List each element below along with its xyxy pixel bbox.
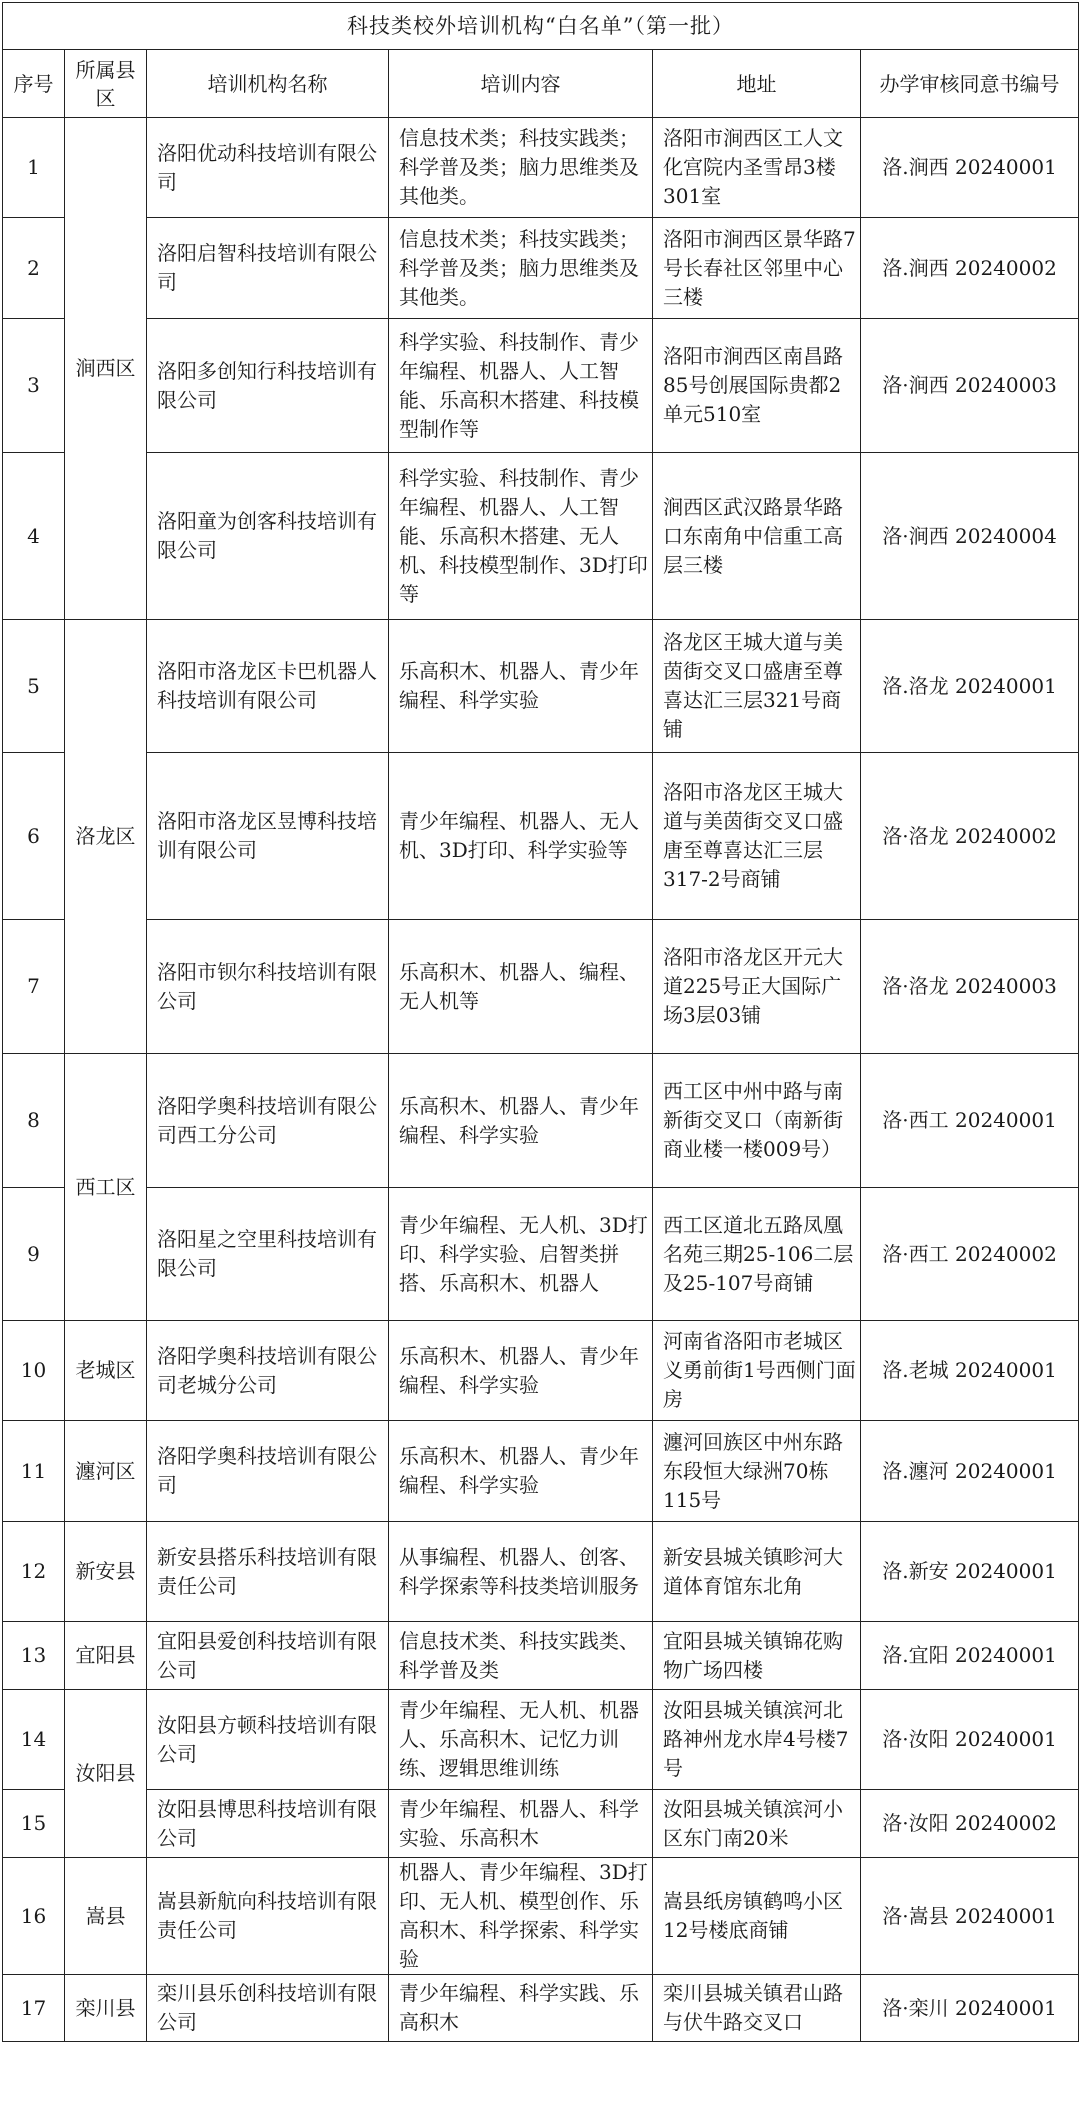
training-content: 青少年编程、无人机、机器人、乐高积木、记忆力训练、逻辑思维训练 [389,1690,653,1790]
row-seq: 9 [3,1188,65,1321]
row-seq: 14 [3,1690,65,1790]
approval-number: 洛.新安 20240001 [861,1522,1079,1622]
row-seq: 3 [3,319,65,453]
approval-number: 洛·汝阳 20240002 [861,1790,1079,1858]
training-content: 乐高积木、机器人、编程、无人机等 [389,920,653,1054]
approval-number: 洛.瀍河 20240001 [861,1421,1079,1522]
approval-number: 洛·嵩县 20240001 [861,1858,1079,1975]
org-name: 洛阳学奥科技培训有限公司西工分公司 [147,1054,389,1188]
table-row [3,1858,1079,1975]
row-seq: 6 [3,753,65,920]
approval-number: 洛·栾川 20240001 [861,1975,1079,2042]
org-name: 洛阳学奥科技培训有限公司 [147,1421,389,1522]
org-name: 洛阳市洛龙区卡巴机器人科技培训有限公司 [147,620,389,753]
table-row [3,1790,1079,1858]
header-seq: 序号 [3,50,65,118]
org-name: 洛阳学奥科技培训有限公司老城分公司 [147,1321,389,1421]
approval-number: 洛·洛龙 20240002 [861,753,1079,920]
row-seq: 10 [3,1321,65,1421]
address: 西工区中州中路与南新街交叉口（南新街商业楼一楼009号） [653,1054,861,1188]
org-name: 洛阳星之空里科技培训有限公司 [147,1188,389,1321]
training-content: 乐高积木、机器人、青少年编程、科学实验 [389,1421,653,1522]
approval-number: 洛·洛龙 20240003 [861,920,1079,1054]
table-row [3,1690,1079,1790]
org-name: 汝阳县博思科技培训有限公司 [147,1790,389,1858]
approval-number: 洛.洛龙 20240001 [861,620,1079,753]
address: 河南省洛阳市老城区义勇前街1号西侧门面房 [653,1321,861,1421]
table-row [3,1321,1079,1421]
org-name: 洛阳童为创客科技培训有限公司 [147,453,389,620]
address: 西工区道北五路凤凰名苑三期25-106二层及25-107号商铺 [653,1188,861,1321]
address: 洛阳市涧西区景华路7号长春社区邻里中心三楼 [653,218,861,319]
address: 新安县城关镇畛河大道体育馆东北角 [653,1522,861,1622]
address: 洛阳市涧西区工人文化宫院内圣雪昂3楼301室 [653,118,861,218]
org-name: 新安县搭乐科技培训有限责任公司 [147,1522,389,1622]
training-content: 信息技术类、科技实践类、科学普及类 [389,1622,653,1690]
org-name: 洛阳市洛龙区昱博科技培训有限公司 [147,753,389,920]
training-content: 青少年编程、无人机、3D打印、科学实验、启智类拼搭、乐高积木、机器人 [389,1188,653,1321]
header-approval: 办学审核同意书编号 [861,50,1079,118]
approval-number: 洛·涧西 20240003 [861,319,1079,453]
org-name: 洛阳启智科技培训有限公司 [147,218,389,319]
table-row [3,1188,1079,1321]
row-seq: 11 [3,1421,65,1522]
training-content: 乐高积木、机器人、青少年编程、科学实验 [389,1321,653,1421]
district-cell: 老城区 [65,1321,147,1421]
table-row [3,1975,1079,2042]
row-seq: 17 [3,1975,65,2042]
training-content: 从事编程、机器人、创客、科学探索等科技类培训服务 [389,1522,653,1622]
address: 洛阳市洛龙区开元大道225号正大国际广场3层03铺 [653,920,861,1054]
org-name: 嵩县新航向科技培训有限责任公司 [147,1858,389,1975]
address: 洛阳市涧西区南昌路85号创展国际贵都2单元510室 [653,319,861,453]
district-cell: 涧西区 [65,118,147,620]
header-name: 培训机构名称 [147,50,389,118]
training-content: 乐高积木、机器人、青少年编程、科学实验 [389,620,653,753]
training-content: 机器人、青少年编程、3D打印、无人机、模型创作、乐高积木、科学探索、科学实验 [389,1858,653,1975]
row-seq: 8 [3,1054,65,1188]
approval-number: 洛·西工 20240001 [861,1054,1079,1188]
approval-number: 洛·汝阳 20240001 [861,1690,1079,1790]
district-cell: 瀍河区 [65,1421,147,1522]
address: 汝阳县城关镇滨河北路神州龙水岸4号楼7号 [653,1690,861,1790]
address: 嵩县纸房镇鹤鸣小区12号楼底商铺 [653,1858,861,1975]
address: 汝阳县城关镇滨河小区东门南20米 [653,1790,861,1858]
district-cell: 汝阳县 [65,1690,147,1858]
district-cell: 新安县 [65,1522,147,1622]
approval-number: 洛.宜阳 20240001 [861,1622,1079,1690]
approval-number: 洛.涧西 20240002 [861,218,1079,319]
row-seq: 4 [3,453,65,620]
header-district: 所属县区 [65,50,147,118]
org-name: 洛阳优动科技培训有限公司 [147,118,389,218]
org-name: 汝阳县方顿科技培训有限公司 [147,1690,389,1790]
table-row [3,118,1079,218]
address: 瀍河回族区中州东路东段恒大绿洲70栋115号 [653,1421,861,1522]
training-content: 信息技术类；科技实践类；科学普及类；脑力思维类及其他类。 [389,118,653,218]
approval-number: 洛.老城 20240001 [861,1321,1079,1421]
table-row [3,1622,1079,1690]
table-row [3,620,1079,753]
address: 栾川县城关镇君山路与伏牛路交叉口 [653,1975,861,2042]
row-seq: 16 [3,1858,65,1975]
address: 洛龙区王城大道与美茵街交叉口盛唐至尊喜达汇三层321号商铺 [653,620,861,753]
org-name: 洛阳市钡尔科技培训有限公司 [147,920,389,1054]
row-seq: 5 [3,620,65,753]
row-seq: 13 [3,1622,65,1690]
row-seq: 1 [3,118,65,218]
table-row [3,1522,1079,1622]
table-row [3,453,1079,620]
row-seq: 12 [3,1522,65,1622]
approval-number: 洛·涧西 20240004 [861,453,1079,620]
row-seq: 15 [3,1790,65,1858]
training-content: 青少年编程、机器人、科学实验、乐高积木 [389,1790,653,1858]
district-cell: 嵩县 [65,1858,147,1975]
whitelist-table [2,2,1079,2042]
district-cell: 西工区 [65,1054,147,1321]
table-row [3,753,1079,920]
table-row [3,1421,1079,1522]
org-name: 宜阳县爱创科技培训有限公司 [147,1622,389,1690]
approval-number: 洛·西工 20240002 [861,1188,1079,1321]
row-seq: 2 [3,218,65,319]
table-title: 科技类校外培训机构“白名单”（第一批） [3,3,1079,50]
org-name: 洛阳多创知行科技培训有限公司 [147,319,389,453]
training-content: 乐高积木、机器人、青少年编程、科学实验 [389,1054,653,1188]
training-content: 科学实验、科技制作、青少年编程、机器人、人工智能、乐高积木搭建、无人机、科技模型制作、3D打印等 [389,453,653,620]
header-content: 培训内容 [389,50,653,118]
district-cell: 宜阳县 [65,1622,147,1690]
address: 涧西区武汉路景华路口东南角中信重工高层三楼 [653,453,861,620]
training-content: 青少年编程、科学实践、乐高积木 [389,1975,653,2042]
training-content: 青少年编程、机器人、无人机、3D打印、科学实验等 [389,753,653,920]
district-cell: 栾川县 [65,1975,147,2042]
address: 宜阳县城关镇锦花购物广场四楼 [653,1622,861,1690]
table-row [3,218,1079,319]
training-content: 信息技术类；科技实践类；科学普及类；脑力思维类及其他类。 [389,218,653,319]
table-row [3,1054,1079,1188]
header-address: 地址 [653,50,861,118]
approval-number: 洛.涧西 20240001 [861,118,1079,218]
table-row [3,319,1079,453]
training-content: 科学实验、科技制作、青少年编程、机器人、人工智能、乐高积木搭建、科技模型制作等 [389,319,653,453]
org-name: 栾川县乐创科技培训有限公司 [147,1975,389,2042]
table-row [3,920,1079,1054]
address: 洛阳市洛龙区王城大道与美茵街交叉口盛唐至尊喜达汇三层317-2号商铺 [653,753,861,920]
district-cell: 洛龙区 [65,620,147,1054]
row-seq: 7 [3,920,65,1054]
